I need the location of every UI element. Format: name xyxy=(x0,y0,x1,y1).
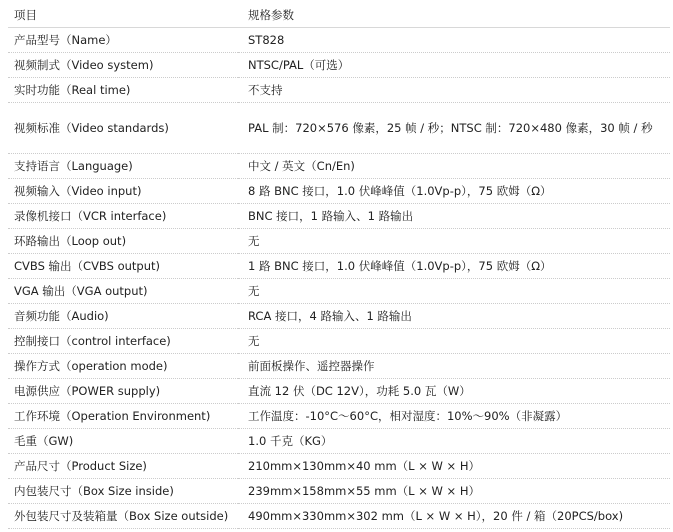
spec-key: 内包装尺寸（Box Size inside) xyxy=(8,479,238,504)
table-row xyxy=(8,479,670,504)
table-row xyxy=(8,329,670,354)
table-row xyxy=(8,304,670,329)
table-row xyxy=(8,279,670,304)
spec-key: VGA 输出（VGA output) xyxy=(8,279,238,304)
spec-key: 实时功能（Real time) xyxy=(8,78,238,103)
spec-key: CVBS 输出（CVBS output) xyxy=(8,254,238,279)
spec-value: 8 路 BNC 接口，1.0 伏峰峰值（1.0Vp-p），75 欧姆（Ω） xyxy=(238,179,670,204)
spec-key: 控制接口（control interface) xyxy=(8,329,238,354)
table-row xyxy=(8,504,670,529)
spec-value: 无 xyxy=(238,229,670,254)
spec-value: 1.0 千克（KG） xyxy=(238,429,670,454)
spec-key: 电源供应（POWER supply) xyxy=(8,379,238,404)
spec-value: 直流 12 伏（DC 12V），功耗 5.0 瓦（W） xyxy=(238,379,670,404)
spec-key: 操作方式（operation mode) xyxy=(8,354,238,379)
header-value-cell: 规格参数 xyxy=(238,3,670,28)
spec-value: 前面板操作、遥控器操作 xyxy=(238,354,670,379)
spec-key: 视频制式（Video system) xyxy=(8,53,238,78)
table-row xyxy=(8,78,670,103)
spec-key: 视频标准（Video standards) xyxy=(8,103,238,154)
table-row xyxy=(8,454,670,479)
spec-value: 210mm×130mm×40 mm（L × W × H） xyxy=(238,454,670,479)
table-header-row xyxy=(8,3,670,28)
spec-key: 环路输出（Loop out) xyxy=(8,229,238,254)
spec-value: 工作温度：-10°C～60°C，相对湿度：10%～90%（非凝露） xyxy=(238,404,670,429)
spec-key: 音频功能（Audio) xyxy=(8,304,238,329)
spec-key: 视频输入（Video input) xyxy=(8,179,238,204)
spec-value: 无 xyxy=(238,279,670,304)
table-row xyxy=(8,53,670,78)
spec-key: 外包装尺寸及装箱量（Box Size outside) xyxy=(8,504,238,529)
table-row xyxy=(8,404,670,429)
spec-value: 239mm×158mm×55 mm（L × W × H） xyxy=(238,479,670,504)
table-row xyxy=(8,254,670,279)
table-row xyxy=(8,229,670,254)
table-row xyxy=(8,179,670,204)
spec-value: BNC 接口，1 路输入、1 路输出 xyxy=(238,204,670,229)
spec-value: PAL 制：720×576 像素，25 帧 / 秒；NTSC 制：720×480 像素，30 帧 / 秒 xyxy=(238,103,670,154)
spec-value: 1 路 BNC 接口，1.0 伏峰峰值（1.0Vp-p），75 欧姆（Ω） xyxy=(238,254,670,279)
spec-value: ST828 xyxy=(238,28,670,53)
table-row xyxy=(8,354,670,379)
header-key-cell: 项目 xyxy=(8,3,238,28)
table-row xyxy=(8,154,670,179)
spec-key: 产品尺寸（Product Size) xyxy=(8,454,238,479)
spec-key: 产品型号（Name） xyxy=(8,28,238,53)
table-row xyxy=(8,204,670,229)
table-row xyxy=(8,429,670,454)
spec-value: 中文 / 英文（Cn/En) xyxy=(238,154,670,179)
spec-value: NTSC/PAL（可选） xyxy=(238,53,670,78)
spec-key: 毛重（GW) xyxy=(8,429,238,454)
spec-value: RCA 接口，4 路输入、1 路输出 xyxy=(238,304,670,329)
spec-value: 不支持 xyxy=(238,78,670,103)
spec-key: 工作环境（Operation Environment) xyxy=(8,404,238,429)
table-row xyxy=(8,103,670,154)
spec-table xyxy=(8,3,670,529)
table-row xyxy=(8,379,670,404)
table-row xyxy=(8,28,670,53)
spec-value: 无 xyxy=(238,329,670,354)
spec-key: 录像机接口（VCR interface) xyxy=(8,204,238,229)
spec-key: 支持语言（Language) xyxy=(8,154,238,179)
spec-value: 490mm×330mm×302 mm（L × W × H），20 件 / 箱（20PCS/box) xyxy=(238,504,670,529)
